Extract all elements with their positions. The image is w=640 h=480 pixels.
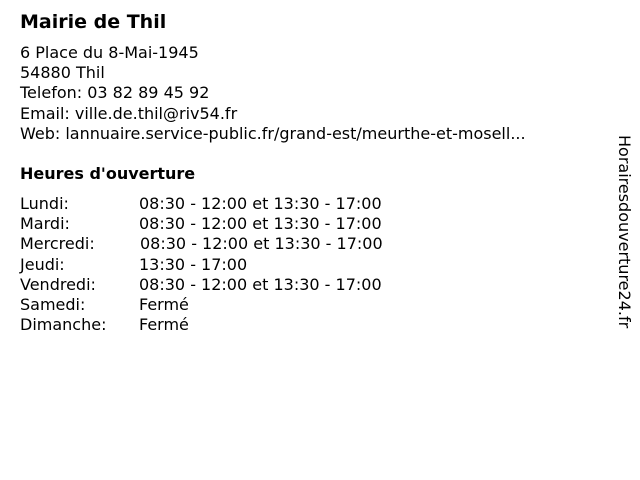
time-value: 08:30 - 12:00 et 13:30 - 17:00 [140, 234, 383, 254]
hours-heading: Heures d'ouverture [20, 164, 196, 183]
day-label: Dimanche: [20, 315, 107, 335]
time-value: 08:30 - 12:00 et 13:30 - 17:00 [139, 194, 382, 213]
email-address: Email: ville.de.thil@riv54.fr [20, 103, 238, 123]
time-value: Fermé [139, 294, 189, 314]
time-value: 08:30 - 12:00 et 13:30 - 17:00 [139, 214, 382, 234]
hours-row-friday [20, 275, 440, 295]
hours-row-monday [20, 194, 440, 214]
day-label: Lundi: [20, 194, 69, 213]
day-label: Mardi: [20, 214, 70, 234]
website-link: Web: lannuaire.service-public.fr/grand-est/meurthe-et-mosell... [20, 123, 526, 143]
opening-hours-table [20, 194, 440, 335]
postal-city: 54880 Thil [20, 63, 105, 83]
day-label: Mercredi: [20, 234, 95, 254]
phone-number: Telefon: 03 82 89 45 92 [20, 83, 210, 103]
time-value: 13:30 - 17:00 [139, 254, 248, 274]
hours-row-thursday [20, 255, 440, 275]
site-watermark [612, 135, 636, 345]
day-label: Vendredi: [20, 274, 96, 294]
hours-row-tuesday [20, 214, 440, 234]
address-block [20, 43, 526, 144]
page-title: Mairie de Thil [20, 11, 167, 33]
watermark-text: Horairesdouverture24.fr [615, 135, 634, 329]
street-address: 6 Place du 8-Mai-1945 [20, 43, 199, 62]
hours-row-saturday [20, 295, 440, 315]
day-label: Jeudi: [20, 254, 65, 274]
day-label: Samedi: [20, 294, 86, 314]
time-value: Fermé [139, 315, 189, 335]
hours-row-wednesday [20, 234, 440, 254]
time-value: 08:30 - 12:00 et 13:30 - 17:00 [139, 274, 382, 294]
hours-row-sunday [20, 315, 440, 335]
